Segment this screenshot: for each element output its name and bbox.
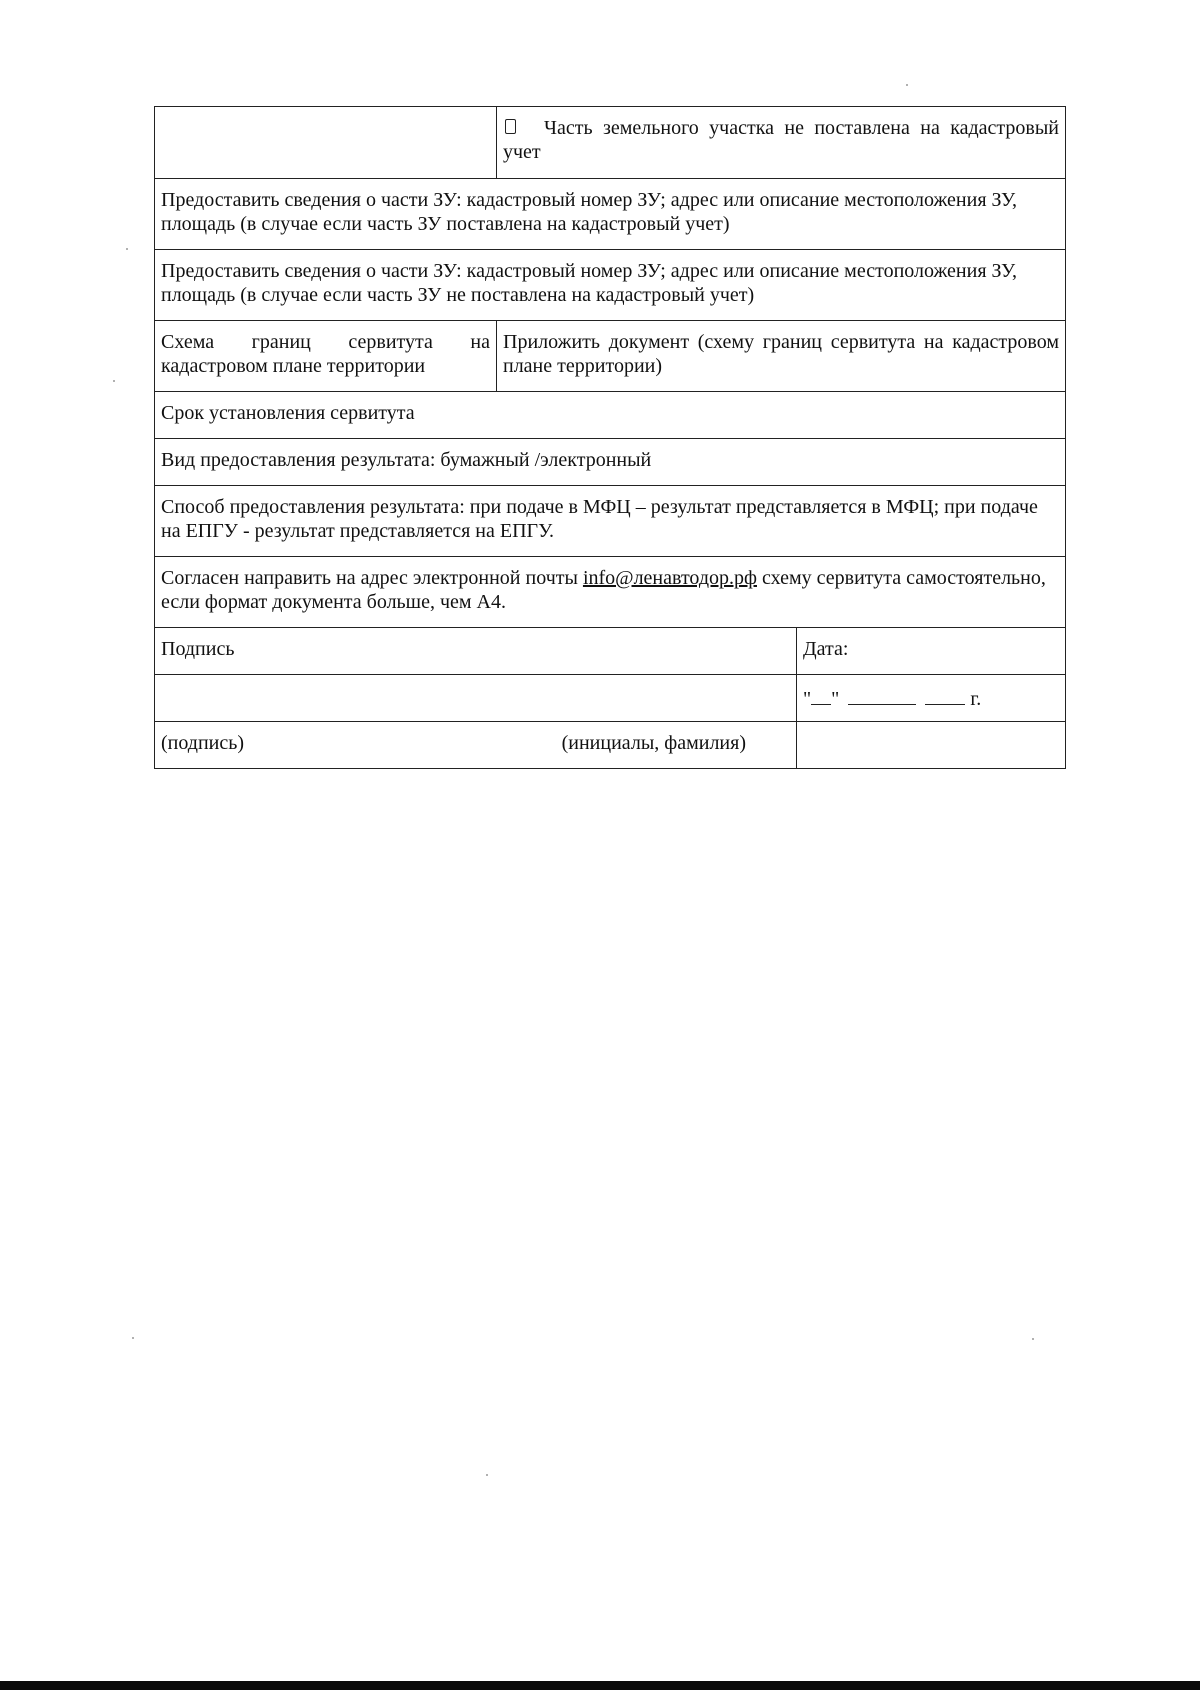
date-label-cell [797, 628, 1066, 675]
date-quote-close: " [831, 688, 840, 710]
result-method-cell [155, 486, 1066, 557]
signature-label-cell [155, 628, 797, 675]
table-row [155, 628, 1066, 675]
consent-cell [155, 557, 1066, 628]
scan-speck [906, 84, 908, 86]
month-blank [848, 686, 916, 705]
scan-speck [126, 248, 128, 250]
year-blank [925, 686, 965, 705]
result-type-text: Вид предоставления результата: бумажный /электронный [161, 449, 652, 471]
checkbox-cell [497, 107, 1066, 179]
checkbox-not-registered[interactable] [505, 119, 516, 134]
application-form-table [154, 106, 1066, 769]
scheme-label-cell [155, 321, 497, 392]
info-registered-text: Предоставить сведения о части ЗУ: кадастровый номер ЗУ; адрес или описание местоположения ЗУ, площадь (в случае если часть ЗУ поставлена на кадастровый учет) [161, 189, 1017, 235]
name-hint: (инициалы, фамилия) [561, 732, 746, 754]
scheme-value-cell [497, 321, 1066, 392]
date-label: Дата: [803, 638, 849, 660]
date-quote-open: " [803, 688, 812, 710]
scheme-label: Схема границ сервитута на кадастровом плане территории [161, 331, 490, 377]
table-row [155, 179, 1066, 250]
table-row [155, 321, 1066, 392]
table-row [155, 675, 1066, 722]
table-row [155, 557, 1066, 628]
consent-text-after: схему сервитута самостоятельно, если формат документа больше, чем А4. [161, 567, 1046, 613]
info-registered-cell [155, 179, 1066, 250]
day-blank [811, 686, 831, 705]
signature-label: Подпись [161, 638, 235, 660]
table-row [155, 250, 1066, 321]
scan-edge-bar [0, 1681, 1200, 1690]
consent-text-before: Согласен направить на адрес электронной почты [161, 567, 583, 589]
table-row [155, 722, 1066, 769]
table-row [155, 107, 1066, 179]
checkbox-label: Часть земельного участка не поставлена на кадастровый учет [503, 117, 1059, 163]
scan-speck [132, 1337, 134, 1339]
info-not-registered-text: Предоставить сведения о части ЗУ: кадастровый номер ЗУ; адрес или описание местоположения ЗУ, площадь (в случае если часть ЗУ не поставлена на кадастровый учет) [161, 260, 1017, 306]
consent-email-link[interactable]: info@ленавтодор.рф [582, 567, 757, 589]
result-type-cell [155, 439, 1066, 486]
scan-speck [113, 380, 115, 382]
empty-cell [155, 107, 497, 179]
info-not-registered-cell [155, 250, 1066, 321]
scan-speck [1032, 1338, 1034, 1340]
date-blank-template [803, 684, 981, 711]
signature-hints-cell [155, 722, 797, 769]
table-row [155, 392, 1066, 439]
signature-hint: (подпись) [161, 732, 245, 754]
table-row [155, 439, 1066, 486]
term-label: Срок установления сервитута [161, 402, 415, 424]
date-field[interactable] [797, 675, 1066, 722]
scheme-value: Приложить документ (схему границ сервитута на кадастровом плане территории) [503, 331, 1059, 377]
result-method-text: Способ предоставления результата: при подаче в МФЦ – результат представляется в МФЦ; при подаче на ЕПГУ - результат представляется на ЕПГУ. [161, 496, 1038, 542]
term-cell [155, 392, 1066, 439]
scan-speck [486, 1474, 488, 1476]
table-row [155, 486, 1066, 557]
empty-cell [797, 722, 1066, 769]
year-suffix: г. [970, 688, 982, 710]
signature-field[interactable] [155, 675, 797, 722]
